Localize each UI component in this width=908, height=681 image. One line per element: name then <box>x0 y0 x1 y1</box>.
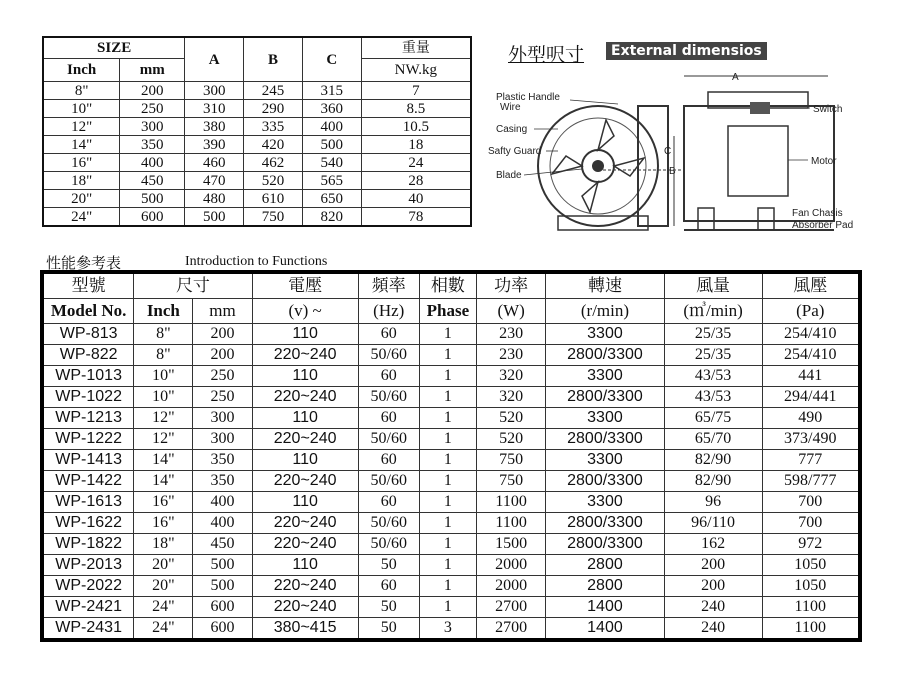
spec-table-cell: 1 <box>419 366 476 387</box>
label-casing: Casing <box>496 124 528 135</box>
spec-table-cell: 294/441 <box>762 387 860 408</box>
size-table-cell: 14" <box>43 136 120 154</box>
spec-table-cell: 320 <box>476 387 545 408</box>
size-table-cell: 335 <box>244 118 303 136</box>
size-table-cell: 400 <box>120 154 185 172</box>
spec-table-cell: 1 <box>419 576 476 597</box>
spec-table-cell: 600 <box>193 597 252 618</box>
spec-table-cell: 110 <box>252 450 358 471</box>
size-table-row <box>43 172 471 190</box>
spec-table-cell: 60 <box>358 366 419 387</box>
col-b-header: B <box>244 37 303 82</box>
spec-table-cell: 1500 <box>476 534 545 555</box>
size-table-cell: 16" <box>43 154 120 172</box>
spec-table-cell: 750 <box>476 450 545 471</box>
spec-table-cell: 60 <box>358 576 419 597</box>
size-table-cell: 500 <box>185 208 244 227</box>
model-number-cell: WP-2431 <box>42 618 134 641</box>
spec-table-cell: 50 <box>358 618 419 641</box>
spec-table-cell: 60 <box>358 492 419 513</box>
spec-table-cell: 373/490 <box>762 429 860 450</box>
spec-table-cell: 1 <box>419 429 476 450</box>
size-table-cell: 480 <box>185 190 244 208</box>
spec-table-cell: 220~240 <box>252 471 358 492</box>
absorber-pad-left <box>698 208 714 230</box>
size-table-cell: 500 <box>302 136 361 154</box>
size-table-cell: 350 <box>120 136 185 154</box>
spec-table-cell: 220~240 <box>252 576 358 597</box>
size-header-cn: 尺寸 <box>134 272 252 299</box>
spec-table-cell: 240 <box>664 618 762 641</box>
spec-table-cell: 2800/3300 <box>546 387 664 408</box>
motor-body <box>728 126 788 196</box>
size-table-cell: 470 <box>185 172 244 190</box>
spec-table-cell: 1 <box>419 492 476 513</box>
spec-table-body <box>42 324 860 641</box>
spec-table-cell: 25/35 <box>664 345 762 366</box>
spec-table-cell: 230 <box>476 324 545 345</box>
size-table-row <box>43 154 471 172</box>
spec-table-cell: 300 <box>193 408 252 429</box>
spec-table-cell: 750 <box>476 471 545 492</box>
spec-table-cell: 220~240 <box>252 429 358 450</box>
spec-table-cell: 2000 <box>476 555 545 576</box>
spec-table-cell: 220~240 <box>252 513 358 534</box>
external-dimensions-diagram <box>488 36 868 246</box>
spec-table-cell: 25/35 <box>664 324 762 345</box>
spec-table-cell: 700 <box>762 513 860 534</box>
voltage-header-en: (v) ~ <box>252 299 358 324</box>
spec-table-cell: 220~240 <box>252 345 358 366</box>
mm-header: mm <box>120 59 185 82</box>
spec-table-row <box>42 576 860 597</box>
spec-table-cell: 110 <box>252 408 358 429</box>
size-table-cell: 390 <box>185 136 244 154</box>
spec-table-cell: 380~415 <box>252 618 358 641</box>
spec-table-cell: 450 <box>193 534 252 555</box>
size-table-cell: 565 <box>302 172 361 190</box>
spec-table-cell: 50 <box>358 597 419 618</box>
spec-table-cell: 65/70 <box>664 429 762 450</box>
spec-table-cell: 441 <box>762 366 860 387</box>
casing-side <box>638 106 668 226</box>
spec-table-cell: 8" <box>134 345 193 366</box>
spec-table-cell: 200 <box>664 576 762 597</box>
model-number-cell: WP-2013 <box>42 555 134 576</box>
spec-table-cell: 1 <box>419 471 476 492</box>
spec-table-cell: 777 <box>762 450 860 471</box>
size-table-cell: 650 <box>302 190 361 208</box>
size-table-cell: 400 <box>302 118 361 136</box>
spec-table-cell: 490 <box>762 408 860 429</box>
size-table-row <box>43 190 471 208</box>
spec-table-cell: 50/60 <box>358 513 419 534</box>
spec-table-row <box>42 345 860 366</box>
size-table-cell: 820 <box>302 208 361 227</box>
spec-table-cell: 3300 <box>546 324 664 345</box>
weight-unit-header: NW.kg <box>361 59 471 82</box>
spec-table-cell: 3300 <box>546 366 664 387</box>
spec-table-cell: 110 <box>252 492 358 513</box>
size-table-cell: 310 <box>185 100 244 118</box>
spec-table-cell: 220~240 <box>252 534 358 555</box>
spec-table-cell: 20" <box>134 555 193 576</box>
spec-table-row <box>42 450 860 471</box>
spec-table-cell: 3300 <box>546 450 664 471</box>
spec-table-cell: 110 <box>252 366 358 387</box>
model-number-cell: WP-1013 <box>42 366 134 387</box>
col-a-header: A <box>185 37 244 82</box>
spec-table-cell: 1 <box>419 450 476 471</box>
spec-table-cell: 254/410 <box>762 324 860 345</box>
size-table-cell: 750 <box>244 208 303 227</box>
spec-table-row <box>42 618 860 641</box>
spec-table-cell: 240 <box>664 597 762 618</box>
spec-table-cell: 972 <box>762 534 860 555</box>
frequency-header-en: (Hz) <box>358 299 419 324</box>
spec-table-cell: 2800/3300 <box>546 345 664 366</box>
spec-table-row <box>42 429 860 450</box>
spec-table-cell: 600 <box>193 618 252 641</box>
spec-table-cell: 20" <box>134 576 193 597</box>
label-wire: Wire <box>500 102 521 113</box>
spec-table-cell: 350 <box>193 450 252 471</box>
size-table-row <box>43 100 471 118</box>
spec-table-row <box>42 597 860 618</box>
size-table-cell: 18 <box>361 136 471 154</box>
intro-title-cn: 性能參考表 <box>46 254 122 272</box>
spec-table-row <box>42 324 860 345</box>
spec-table-cell: 3300 <box>546 408 664 429</box>
size-table-cell: 500 <box>120 190 185 208</box>
inch-header-en: Inch <box>134 299 193 324</box>
spec-table-cell: 1100 <box>762 618 860 641</box>
spec-table-cell: 18" <box>134 534 193 555</box>
spec-table-cell: 1 <box>419 345 476 366</box>
spec-table-cell: 2800/3300 <box>546 534 664 555</box>
size-table-cell: 12" <box>43 118 120 136</box>
spec-table-cell: 82/90 <box>664 450 762 471</box>
size-table-cell: 7 <box>361 82 471 100</box>
label-switch: Switch <box>813 104 843 115</box>
spec-table-cell: 230 <box>476 345 545 366</box>
spec-table-cell: 50 <box>358 555 419 576</box>
spec-table-cell: 8" <box>134 324 193 345</box>
switch-box <box>750 102 770 114</box>
spec-table-cell: 50/60 <box>358 534 419 555</box>
spec-table-cell: 2000 <box>476 576 545 597</box>
phase-header-cn: 相數 <box>419 272 476 299</box>
spec-table-cell: 50/60 <box>358 429 419 450</box>
model-number-cell: WP-1422 <box>42 471 134 492</box>
size-table-cell: 10.5 <box>361 118 471 136</box>
phase-header-en: Phase <box>419 299 476 324</box>
spec-table-cell: 14" <box>134 471 193 492</box>
spec-table-cell: 50/60 <box>358 387 419 408</box>
size-table-cell: 24 <box>361 154 471 172</box>
size-table-cell: 450 <box>120 172 185 190</box>
spec-table-cell: 2800 <box>546 576 664 597</box>
model-number-cell: WP-1413 <box>42 450 134 471</box>
size-table-cell: 8.5 <box>361 100 471 118</box>
spec-table-cell: 50/60 <box>358 471 419 492</box>
spec-table-cell: 162 <box>664 534 762 555</box>
size-table-row <box>43 136 471 154</box>
spec-table-cell: 254/410 <box>762 345 860 366</box>
spec-table-cell: 1400 <box>546 618 664 641</box>
spec-table-cell: 65/75 <box>664 408 762 429</box>
pressure-header-en: (Pa) <box>762 299 860 324</box>
airflow-header-cn: 風量 <box>664 272 762 299</box>
spec-table-cell: 1100 <box>762 597 860 618</box>
spec-table-row <box>42 408 860 429</box>
spec-table-cell: 96 <box>664 492 762 513</box>
model-number-cell: WP-822 <box>42 345 134 366</box>
size-table-body <box>43 82 471 227</box>
size-table-cell: 40 <box>361 190 471 208</box>
label-safty-guard: Safty Guard <box>488 146 542 157</box>
size-table-cell: 300 <box>185 82 244 100</box>
size-header: SIZE <box>43 37 185 59</box>
spec-table-cell: 1100 <box>476 492 545 513</box>
model-number-cell: WP-1613 <box>42 492 134 513</box>
size-table-cell: 8" <box>43 82 120 100</box>
spec-table-cell: 1400 <box>546 597 664 618</box>
spec-table-cell: 220~240 <box>252 387 358 408</box>
spec-table-cell: 1 <box>419 387 476 408</box>
size-table-cell: 380 <box>185 118 244 136</box>
spec-table-cell: 220~240 <box>252 597 358 618</box>
size-table-cell: 78 <box>361 208 471 227</box>
absorber-pad-right <box>758 208 774 230</box>
spec-table-cell: 700 <box>762 492 860 513</box>
size-table-row <box>43 118 471 136</box>
spec-table-cell: 16" <box>134 513 193 534</box>
speed-header-en: (r/min) <box>546 299 664 324</box>
spec-table-cell: 1 <box>419 408 476 429</box>
power-header-en: (W) <box>476 299 545 324</box>
spec-table-row <box>42 387 860 408</box>
size-table-row <box>43 208 471 227</box>
spec-table-cell: 250 <box>193 366 252 387</box>
label-absorber-pad: Absorber Pad <box>792 220 854 231</box>
weight-header-cn: 重量 <box>361 37 471 59</box>
spec-table-row <box>42 534 860 555</box>
spec-table-cell: 12" <box>134 429 193 450</box>
model-number-cell: WP-1213 <box>42 408 134 429</box>
spec-table-cell: 300 <box>193 429 252 450</box>
spec-table-cell: 16" <box>134 492 193 513</box>
spec-table-row <box>42 471 860 492</box>
model-number-cell: WP-2022 <box>42 576 134 597</box>
model-number-cell: WP-1622 <box>42 513 134 534</box>
spec-table-cell: 500 <box>193 555 252 576</box>
label-blade: Blade <box>496 170 522 181</box>
spec-table-cell: 43/53 <box>664 366 762 387</box>
dim-b-label: B <box>669 166 676 177</box>
spec-table-cell: 200 <box>193 345 252 366</box>
mm-header-en: mm <box>193 299 252 324</box>
size-table-cell: 290 <box>244 100 303 118</box>
spec-table-cell: 1050 <box>762 576 860 597</box>
model-number-cell: WP-2421 <box>42 597 134 618</box>
model-number-cell: WP-813 <box>42 324 134 345</box>
spec-table-cell: 250 <box>193 387 252 408</box>
spec-table-cell: 60 <box>358 450 419 471</box>
size-table-cell: 600 <box>120 208 185 227</box>
size-table-cell: 315 <box>302 82 361 100</box>
spec-table-cell: 1 <box>419 513 476 534</box>
spec-table-cell: 598/777 <box>762 471 860 492</box>
spec-table-cell: 2700 <box>476 597 545 618</box>
spec-table-cell: 1 <box>419 534 476 555</box>
inch-header: Inch <box>43 59 120 82</box>
airflow-header-en: (㎥/min) <box>664 299 762 324</box>
size-table-row <box>43 82 471 100</box>
diagram-title-en: External dimensios <box>606 42 767 60</box>
spec-table-cell: 1 <box>419 597 476 618</box>
spec-table-cell: 96/110 <box>664 513 762 534</box>
intro-title-en: Introduction to Functions <box>185 254 328 269</box>
size-table-cell: 540 <box>302 154 361 172</box>
spec-table-cell: 3300 <box>546 492 664 513</box>
spec-table-cell: 1 <box>419 555 476 576</box>
spec-table-cell: 12" <box>134 408 193 429</box>
spec-table-cell: 1100 <box>476 513 545 534</box>
spec-table-cell: 43/53 <box>664 387 762 408</box>
front-chasis <box>558 216 648 230</box>
size-table-cell: 300 <box>120 118 185 136</box>
spec-table-cell: 2800/3300 <box>546 429 664 450</box>
dim-c-label: C <box>664 146 672 157</box>
spec-table-cell: 60 <box>358 408 419 429</box>
size-table-cell: 462 <box>244 154 303 172</box>
spec-table-cell: 24" <box>134 597 193 618</box>
spec-table-cell: 110 <box>252 324 358 345</box>
size-table-cell: 18" <box>43 172 120 190</box>
voltage-header-cn: 電壓 <box>252 272 358 299</box>
spec-table-cell: 350 <box>193 471 252 492</box>
spec-table-cell: 24" <box>134 618 193 641</box>
model-header-en: Model No. <box>42 299 134 324</box>
spec-table-row <box>42 555 860 576</box>
label-motor: Motor <box>811 156 837 167</box>
spec-table-cell: 520 <box>476 408 545 429</box>
col-c-header: C <box>302 37 361 82</box>
spec-table-cell: 400 <box>193 513 252 534</box>
frequency-header-cn: 頻率 <box>358 272 419 299</box>
spec-table-cell: 320 <box>476 366 545 387</box>
spec-table-cell: 1 <box>419 324 476 345</box>
pressure-header-cn: 風壓 <box>762 272 860 299</box>
spec-table-cell: 1050 <box>762 555 860 576</box>
size-table-cell: 10" <box>43 100 120 118</box>
spec-table-cell: 200 <box>193 324 252 345</box>
label-fan-chasis: Fan Chasis <box>792 208 843 219</box>
spec-table-cell: 14" <box>134 450 193 471</box>
label-plastic-handle: Plastic Handle <box>496 92 560 103</box>
spec-table-cell: 60 <box>358 324 419 345</box>
size-table-cell: 250 <box>120 100 185 118</box>
size-table-cell: 520 <box>244 172 303 190</box>
size-table-cell: 200 <box>120 82 185 100</box>
spec-table-row <box>42 492 860 513</box>
fan-drawing <box>488 36 868 246</box>
model-number-cell: WP-1222 <box>42 429 134 450</box>
size-table-cell: 20" <box>43 190 120 208</box>
spec-table-cell: 110 <box>252 555 358 576</box>
size-table-cell: 460 <box>185 154 244 172</box>
dim-a-label: A <box>732 72 739 83</box>
spec-table-cell: 2800/3300 <box>546 471 664 492</box>
size-table <box>42 36 472 227</box>
spec-table-cell: 520 <box>476 429 545 450</box>
spec-table-cell: 3 <box>419 618 476 641</box>
speed-header-cn: 轉速 <box>546 272 664 299</box>
spec-table-cell: 400 <box>193 492 252 513</box>
power-header-cn: 功率 <box>476 272 545 299</box>
leader-plastic-handle <box>570 100 618 104</box>
spec-table-cell: 2700 <box>476 618 545 641</box>
spec-table-cell: 200 <box>664 555 762 576</box>
spec-table-row <box>42 366 860 387</box>
spec-table-row <box>42 513 860 534</box>
spec-table-cell: 2800/3300 <box>546 513 664 534</box>
model-header-cn: 型號 <box>42 272 134 299</box>
size-table-cell: 420 <box>244 136 303 154</box>
size-table-cell: 610 <box>244 190 303 208</box>
spec-table-cell: 50/60 <box>358 345 419 366</box>
size-table-cell: 245 <box>244 82 303 100</box>
spec-table-cell: 10" <box>134 366 193 387</box>
size-table-cell: 360 <box>302 100 361 118</box>
model-number-cell: WP-1022 <box>42 387 134 408</box>
spec-table-cell: 2800 <box>546 555 664 576</box>
spec-table-cell: 10" <box>134 387 193 408</box>
model-number-cell: WP-1822 <box>42 534 134 555</box>
size-table-cell: 24" <box>43 208 120 227</box>
diagram-title-cn: 外型呎寸 <box>508 44 585 66</box>
spec-table-cell: 500 <box>193 576 252 597</box>
spec-table <box>40 270 862 642</box>
size-table-cell: 28 <box>361 172 471 190</box>
spec-table-cell: 82/90 <box>664 471 762 492</box>
